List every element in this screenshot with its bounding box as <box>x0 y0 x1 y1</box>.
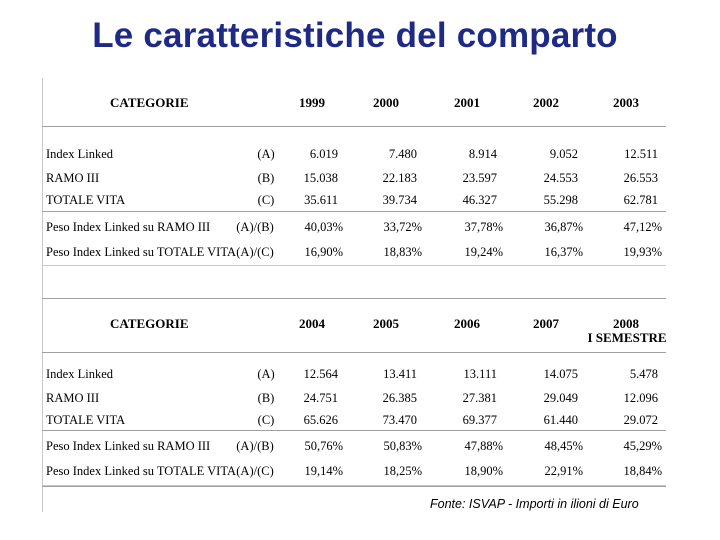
ratio-value: 47,12% <box>623 220 662 234</box>
row-label: TOTALE VITA <box>46 413 126 427</box>
ratio-value: 50,83% <box>383 439 422 453</box>
header-year-2003: 2003 <box>613 95 639 110</box>
row-value: 14.075 <box>543 367 578 381</box>
ratio-label: Peso Index Linked su TOTALE VITA <box>46 245 236 259</box>
header-year-2002: 2002 <box>533 95 559 110</box>
row-code: (C) <box>257 193 275 207</box>
ratio-value: 16,37% <box>544 245 583 259</box>
row-value: 61.440 <box>543 413 578 427</box>
ratio-value: 18,90% <box>464 464 503 478</box>
row-code: (A) <box>257 147 275 161</box>
row-value: 24.751 <box>303 391 338 405</box>
row-code: (C) <box>257 413 275 427</box>
ratio-value: 19,14% <box>304 464 343 478</box>
ratio-label: Peso Index Linked su RAMO III <box>46 439 211 453</box>
row-value: 24.553 <box>543 171 578 185</box>
row-value: 13.411 <box>383 367 417 381</box>
row-value: 26.553 <box>623 171 658 185</box>
row-label: Index Linked <box>46 367 113 381</box>
row-value: 55.298 <box>543 193 578 207</box>
divider-line <box>42 430 666 431</box>
header-subtitle: I SEMESTRE <box>587 330 667 345</box>
source-note: Fonte: ISVAP - Importi in ilioni di Euro <box>430 497 639 511</box>
header-year-2008: 2008 <box>613 316 639 331</box>
row-value: 12.511 <box>624 147 658 161</box>
row-code: (A) <box>257 367 275 381</box>
header-year-2000: 2000 <box>373 95 399 110</box>
row-label: TOTALE VITA <box>46 193 126 207</box>
row-value: 39.734 <box>382 193 417 207</box>
row-value: 22.183 <box>382 171 417 185</box>
ratio-value: 33,72% <box>383 220 422 234</box>
divider-line <box>42 211 666 212</box>
table-frame-left <box>42 78 43 512</box>
row-value: 12.564 <box>303 367 338 381</box>
header-categorie: CATEGORIE <box>110 316 189 331</box>
ratio-value: 40,03% <box>304 220 343 234</box>
header-year-1999: 1999 <box>299 95 325 110</box>
header-year-2004: 2004 <box>299 316 325 331</box>
row-value: 7.480 <box>388 147 417 161</box>
row-value: 15.038 <box>303 171 338 185</box>
ratio-value: 18,84% <box>623 464 662 478</box>
ratio-value: 48,45% <box>544 439 583 453</box>
row-value: 26.385 <box>382 391 417 405</box>
header-year-2005: 2005 <box>373 316 399 331</box>
row-value: 8.914 <box>468 147 497 161</box>
ratio-value: 19,93% <box>623 245 662 259</box>
row-value: 27.381 <box>462 391 497 405</box>
ratio-value: 47,88% <box>464 439 503 453</box>
row-value: 73.470 <box>382 413 417 427</box>
row-value: 23.597 <box>462 171 497 185</box>
ratio-value: 16,90% <box>304 245 343 259</box>
ratio-value: 50,76% <box>304 439 343 453</box>
row-value: 5.478 <box>629 367 658 381</box>
header-year-2006: 2006 <box>454 316 480 331</box>
ratio-label: Peso Index Linked su TOTALE VITA <box>46 464 236 478</box>
row-value: 35.611 <box>304 193 338 207</box>
ratio-label: Peso Index Linked su RAMO III <box>46 220 211 234</box>
ratio-value: 45,29% <box>623 439 662 453</box>
divider-line <box>42 298 666 299</box>
ratio-code: (A)/(B) <box>236 220 274 234</box>
row-value: 62.781 <box>623 193 658 207</box>
ratio-value: 37,78% <box>464 220 503 234</box>
row-value: 13.111 <box>463 367 497 381</box>
page-title: Le caratteristiche del comparto <box>92 16 618 55</box>
header-categorie: CATEGORIE <box>110 95 189 110</box>
row-value: 65.626 <box>303 413 338 427</box>
row-code: (B) <box>257 171 275 185</box>
ratio-value: 19,24% <box>464 245 503 259</box>
row-label: Index Linked <box>46 147 113 161</box>
row-value: 9.052 <box>549 147 578 161</box>
row-value: 29.049 <box>543 391 578 405</box>
ratio-code: (A)/(C) <box>236 245 274 259</box>
ratio-code: (A)/(C) <box>236 464 274 478</box>
row-code: (B) <box>257 391 275 405</box>
header-year-2001: 2001 <box>454 95 480 110</box>
ratio-value: 18,83% <box>383 245 422 259</box>
ratio-value: 18,25% <box>383 464 422 478</box>
row-label: RAMO III <box>46 171 100 185</box>
row-value: 12.096 <box>623 391 658 405</box>
header-year-2007: 2007 <box>533 316 559 331</box>
ratio-value: 36,87% <box>544 220 583 234</box>
ratio-code: (A)/(B) <box>236 439 274 453</box>
divider-line <box>42 126 666 127</box>
row-label: RAMO III <box>46 391 100 405</box>
row-value: 29.072 <box>623 413 658 427</box>
row-value: 69.377 <box>462 413 497 427</box>
divider-line <box>42 486 666 487</box>
divider-line <box>42 265 666 266</box>
row-value: 46.327 <box>462 193 497 207</box>
divider-line <box>42 352 666 353</box>
ratio-value: 22,91% <box>544 464 583 478</box>
row-value: 6.019 <box>309 147 338 161</box>
